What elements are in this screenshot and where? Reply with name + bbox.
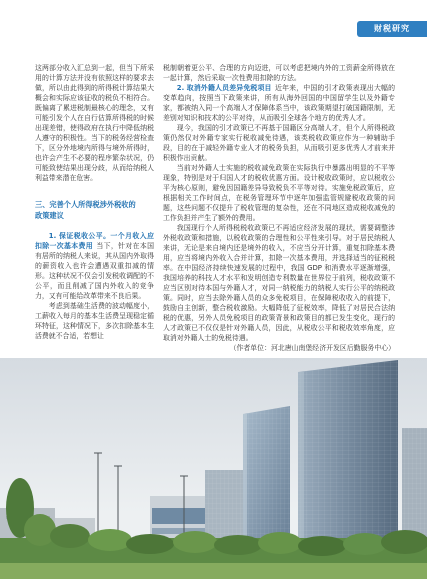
continued-paragraph: 这两部分收入汇总到一起，但当下所采用的计算方法并没有依照这样的要求去做，所以由此得到的所得税计算结果大概会和实际应该征收的税负不相符合。既偏离了累进税制最核心的理念，又有可能引发个人在自行估算所得税的时候出现差错，使得政府在执行中降低纳税人遵守的积极性。当下的税务经营检查下，区分外地境内所得与境外所得时，也许会产生不必要的程序繁杂状况，仍可能致使结果出现分歧，从而给纳税人利益带来潜在危害。 <box>35 64 154 182</box>
item-1-paragraph <box>35 231 154 301</box>
center-tower <box>243 406 290 548</box>
right-tower <box>298 360 398 553</box>
far-right-building <box>402 428 427 548</box>
section-tab-label: 财税研究 <box>374 24 410 33</box>
body-paragraph: 当前对外籍人士实施的税收减免政策在实际执行中暴露出明显的不平等现象，特别是对于归国人才的税收优惠方面。设计税收政策时，应以税收公平为核心原则，避免因国籍差异导致税负不平等对待。实施免税政策后，应根据相关工作时间点，在税务管理环节中逐年加强监管规避税收政策的问题，这些问题不仅提升了税收管理的复杂性，还在不同地区造成税收减免的工作负担并产生了额外的费用。 <box>163 164 395 222</box>
item-2-body: 近年来，中国的引才政策表现出大幅的变革趋向，按照当下政策来讲，所有从海外回国的中国留学生以及外籍专家，都被纳入同一个高端人才保障体系当中，该政策期望打破国籍限制，无差别对知识和技术的公平对待，从而吸引全球各个地方的优秀人才。 <box>163 84 395 122</box>
item-2-lead: 2. 取消外籍人员差异免税项目 <box>176 84 272 92</box>
body-paragraph: 我国现行个人所得税税收政策已不再适应经济发展的现状，需要调整涉外税收政策和措施，以税收政策的合理性和公平性来引导。对于居民纳税人来讲，无论是来自境内还是境外的收入，不应当分开计算，重复扣除基本费用，应当将境内外收入合并计算，扣除一次基本费用，并选择适当的征税税率。在中国经济持续快速发展的过程中，我国 GDP 和消费水平逐渐增强，我国培养的科技人才水平和发明创造专利数量在世界位于前列，税收政策不应当区别对待本国与外籍人才，对同一纳税能力的纳税人实行公平的纳税政策。同时，应当去除外籍人员的众多免税项目，在保障税收收入的前提下，鼓励自主创新，整合税收激励。大幅降低了征税效率，降低了对居民合法纳税的优惠，另外人员免税项目的政策背景和政策目的都已发生变化，现行的人才政策已不仅仅是针对外籍人员，因此，从税收公平和税收效率角度，应取消对外籍人士的免税待遇。 <box>163 224 395 342</box>
section-heading <box>35 199 154 221</box>
lawn <box>0 563 427 579</box>
item-2-paragraph <box>163 83 395 123</box>
body-paragraph: 考虑到基础生活费的波动幅度小，工薪收入每月的基本生活费呈现稳定循环特征，这种情况下，多次扣除基本生活费就不合适，若想让 <box>35 302 154 340</box>
left-text-column <box>35 63 154 341</box>
city-skyline-photo <box>0 358 427 579</box>
photo-canvas <box>0 358 427 579</box>
item-1-lead: 1. 保证税收公平。一个月收入应扣除一次基本费用 <box>35 232 154 250</box>
author-affiliation: （作者单位：河北唐山南堡经济开发区后勤服务中心） <box>229 344 395 352</box>
section-tab <box>357 21 427 37</box>
section-heading-line: 三、完善个人所得税涉外税收的 <box>35 200 136 209</box>
continued-paragraph: 税制朝着更公平、合理的方向迈进，可以考虑把境内外的工资薪金所得放在一起计算，然后采取一次性费用扣除的方法。 <box>163 64 395 82</box>
right-text-column <box>163 63 395 353</box>
item-1-body: 当下，针对在本国有居所的纳税人来说，其从国内外取得的薪资收入也许会遭遇双重扣减的情形。这种状况不仅会引发税收调配的不公平，而且削减了国内外收入的竞争力，又有可能给改革带来不良后果。 <box>35 242 155 300</box>
body-paragraph: 现今，我国的引才政策已不再基于国籍区分高端人才，但个人所得税政策仍然仅对外籍专家实行税收减免待遇，该类税收政策应作为一种辅助手段，目的在于减轻外籍专业人才的税务负担，从而吸引更多优秀人才前来并积极作出贡献。 <box>163 124 395 162</box>
section-heading-line: 政策建议 <box>35 211 64 220</box>
